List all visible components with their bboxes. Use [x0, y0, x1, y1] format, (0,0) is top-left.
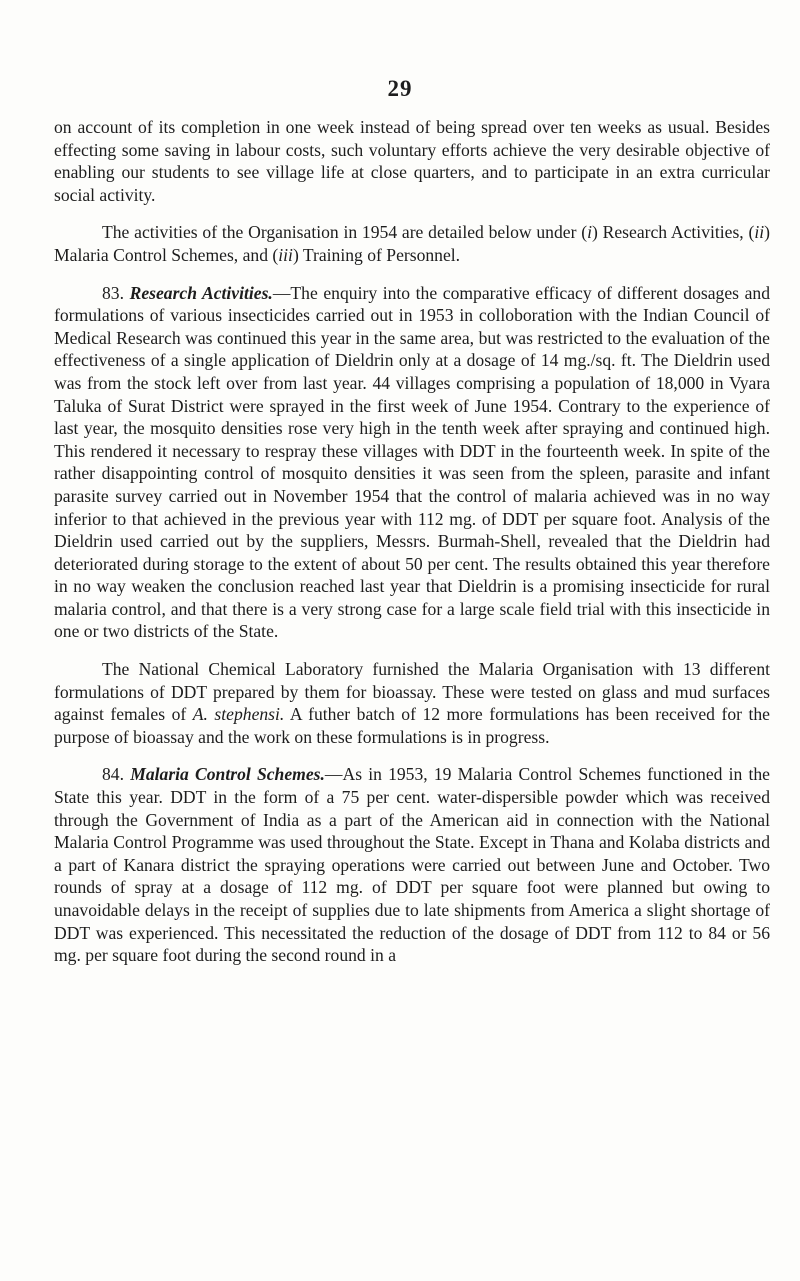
intro-numeral-iii: iii	[278, 244, 293, 265]
paragraph-malaria-control	[54, 763, 770, 966]
intro-numeral-ii: ii	[754, 222, 765, 243]
research-body: —The enquiry into the comparative efficacy of different dosages and formulations of various insecticides carried out in 1953 in colloboration with the Indian Council of Medical Research was continued this year in the same area, but was restricted to the evaluation of the effectiveness of a single application of Dieldrin only at a dosage of 14 mg./sq. ft. The Dieldrin used was from the stock left over from last year. 44 villages comprising a population of 18,000 in Vyara Taluka of Surat District were sprayed in the first week of June 1954. Contrary to the experience of last year, the mosquito densities rose very high in the tenth week after spraying and continued high. This rendered it necessary to respray these villages with DDT in the fourteenth week. In spite of the rather disappointing control of mosquito densities it was seen from the spleen, parasite and infant parasite survey carried out in November 1954 that the control of malaria achieved was in no way inferior to that achieved in the previous year with 112 mg. of DDT per square foot. Analysis of the Dieldrin used carried out by the suppliers, Messrs. Burmah-Shell, revealed that the Dieldrin had deteriorated during storage to the extent of about 50 per cent. The results obtained this year therefore in no way weaken the conclusion reached last year that Dieldrin is a promising insecticide for rural malaria control, and that there is a very strong case for a large scale field trial with this insecticide in one or two districts of the State.	[54, 282, 770, 642]
paragraph-national-chemical-lab	[54, 658, 770, 748]
intro-text-d: ) Training of Personnel.	[292, 244, 461, 265]
intro-text-a: The activities of the Organisation in 1954 are detailed below under (	[102, 222, 588, 243]
section-heading-malaria: Malaria Control Schemes.	[130, 764, 325, 785]
section-number-84: 84.	[102, 764, 124, 785]
species-name: A. stephensi.	[192, 704, 285, 725]
paragraph-activities-intro	[54, 221, 770, 266]
malaria-body: —As in 1953, 19 Malaria Control Schemes functioned in the State this year. DDT in the form of a 75 per cent. water-dispersible powder which was received through the Government of India as a part of the American aid in connection with the National Malaria Control Programme was used throughout the State. Except in Thana and Kolaba districts and a part of Kanara district the spraying operations were carried out between June and October. Two rounds of spray at a dosage of 112 mg. of DDT per square foot were planned but owing to unavoidable delays in the receipt of supplies due to late shipments from America a slight shortage of DDT was experienced. This necessitated the reduction of the dosage of DDT from 112 to 84 or 56 mg. per square foot during the second round in a	[54, 764, 770, 966]
ncl-text-b: A futher batch of 12 more formulations has been received for the purpose of bioassay and the work on these formulations is in progress.	[54, 704, 770, 747]
section-heading-research: Research Activities.	[129, 282, 273, 303]
page-number: 29	[387, 76, 413, 101]
paragraph-continuation: on account of its completion in one week instead of being spread over ten weeks as usual. Besides effecting some saving in labour costs, such voluntary efforts achieve the very desirable objective of enabling our students to see village life at close quarters, and to participate in an extra curricular social activity.	[54, 117, 770, 205]
paragraph-research-activities	[54, 282, 770, 644]
section-number-83: 83.	[102, 282, 124, 303]
ncl-text-a: The National Chemical Laboratory furnished the Malaria Organisation with 13 different formulations of DDT prepared by them for bioassay. These were tested on glass and mud surfaces against females of	[54, 659, 770, 725]
intro-numeral-i: i	[587, 222, 592, 243]
body-text	[54, 116, 770, 982]
intro-text-b: ) Research Activities, (	[591, 222, 755, 243]
intro-text-c: ) Malaria Control Schemes, and (	[54, 222, 770, 265]
